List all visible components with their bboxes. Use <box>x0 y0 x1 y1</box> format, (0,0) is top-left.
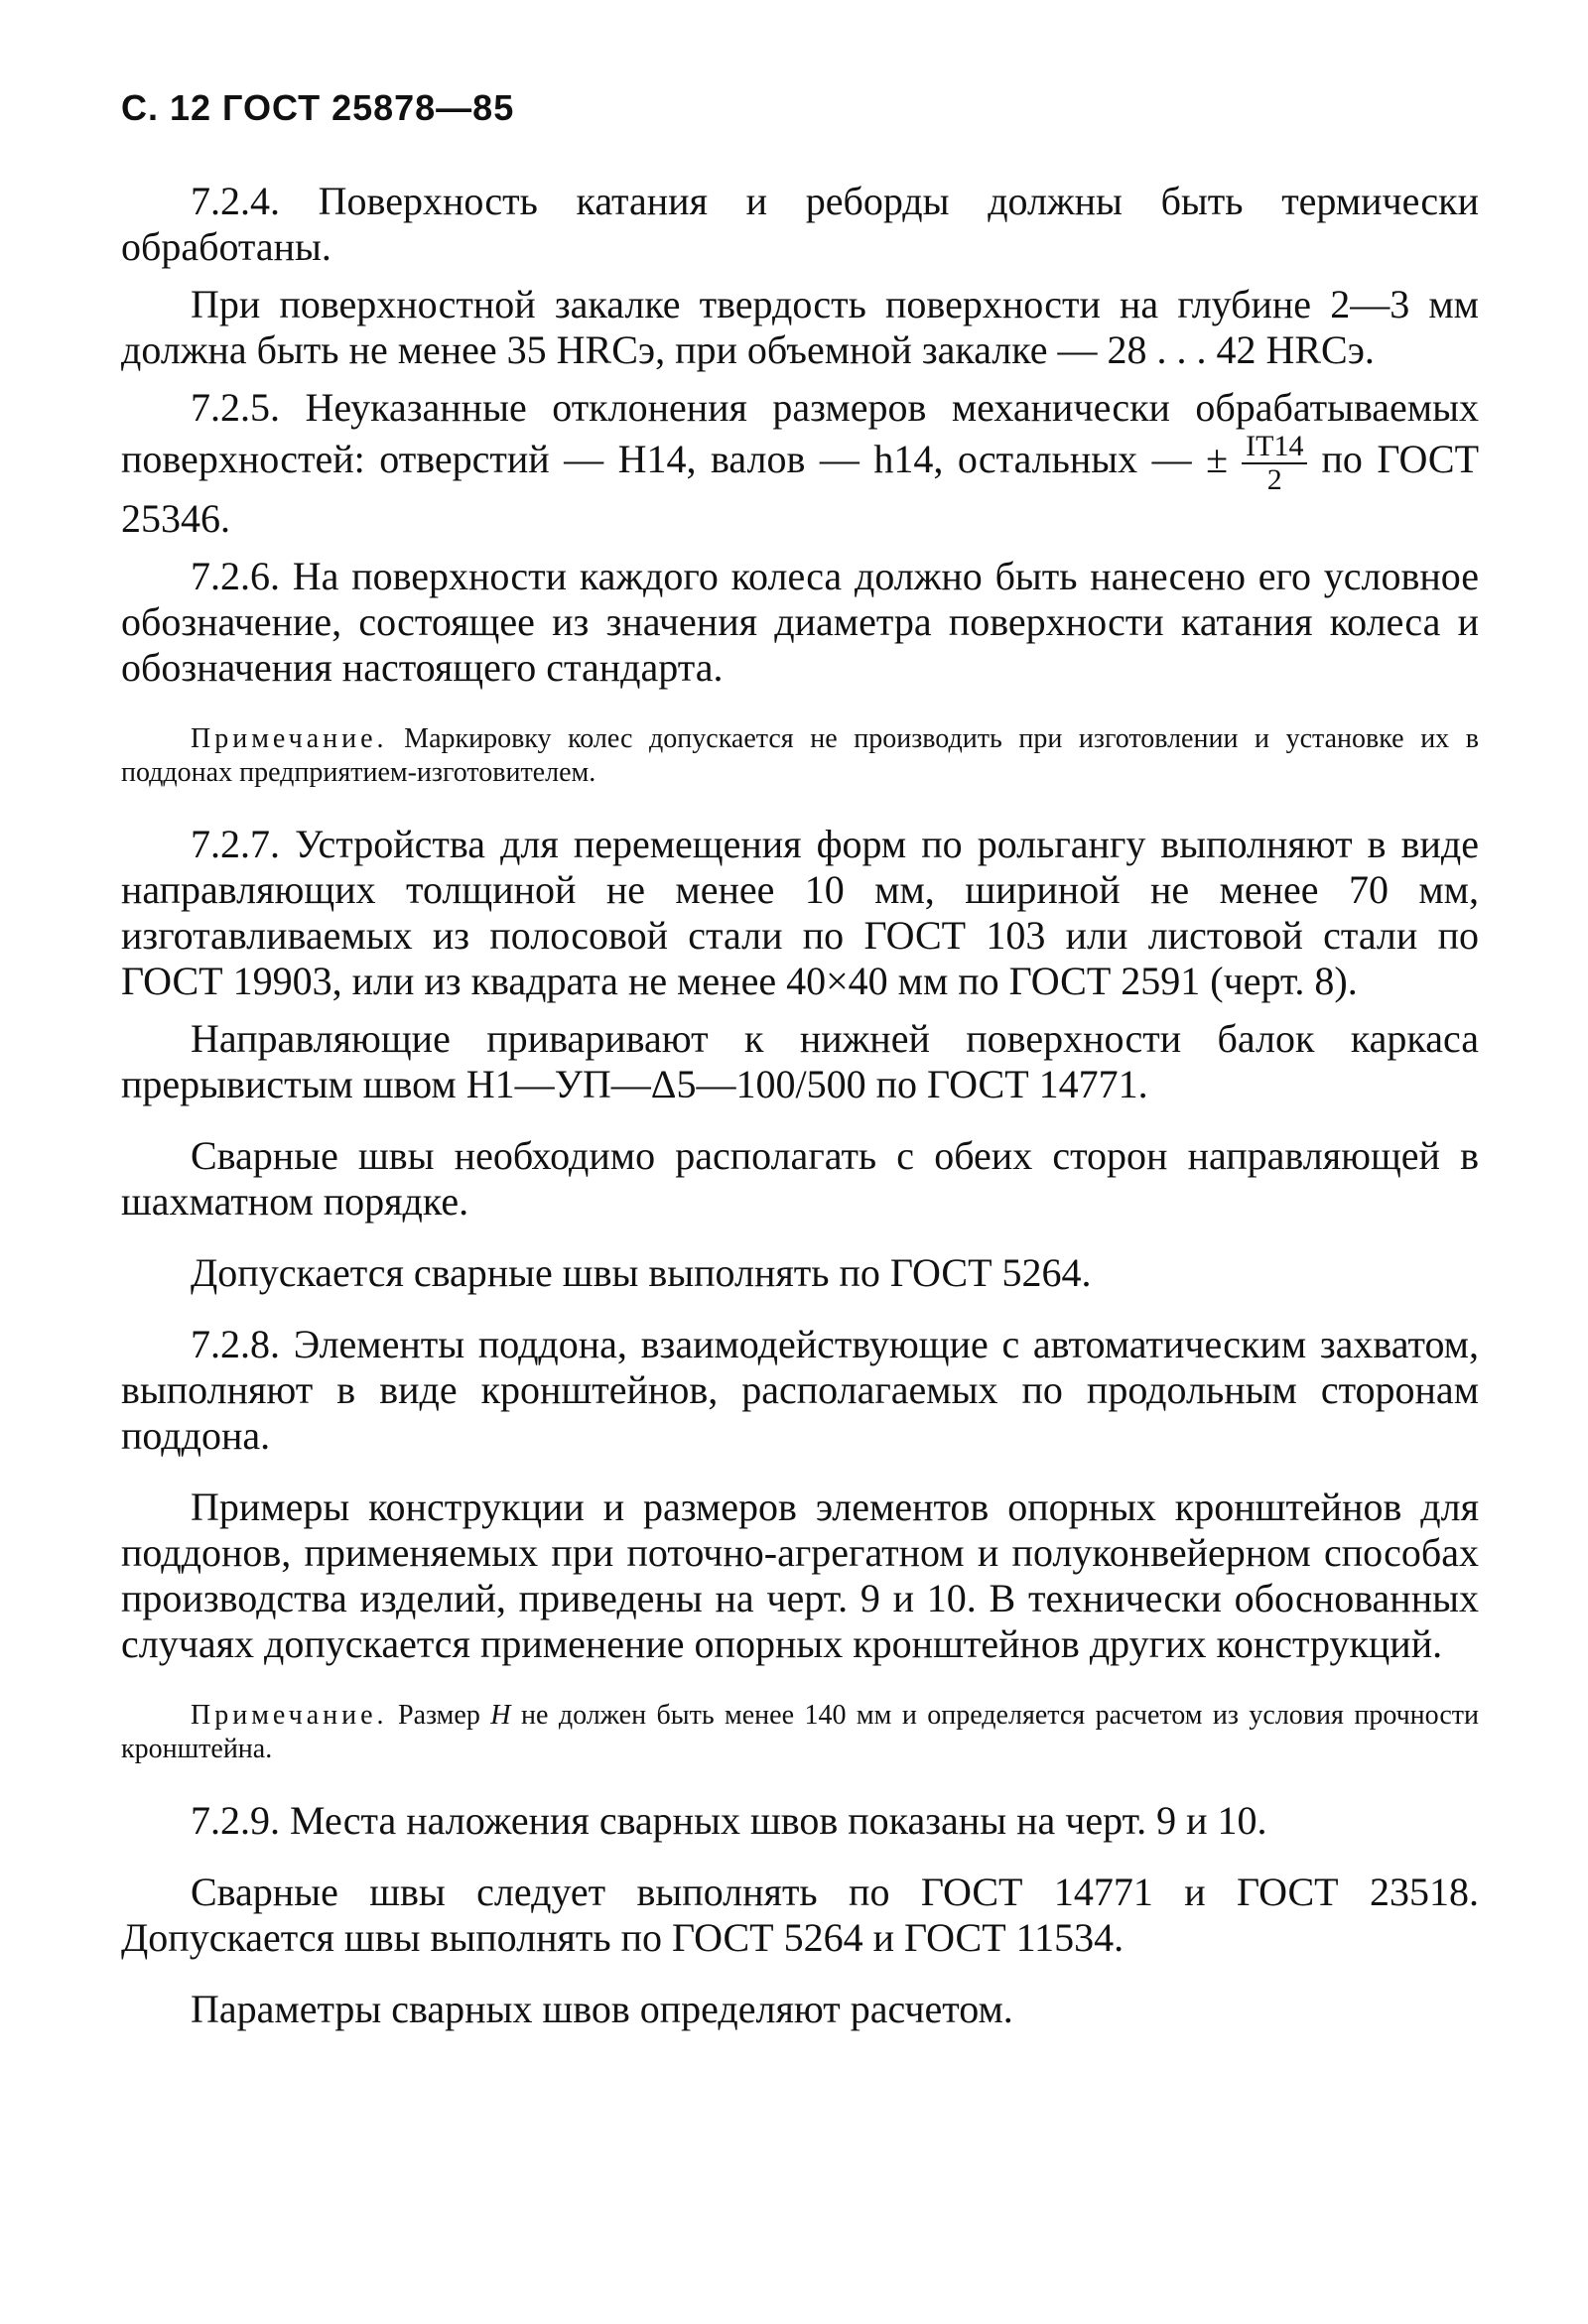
paragraph-7-2-4-hardness: При поверхностной закалке твердость поверхности на глубине 2—3 мм должна быть не менее 35 HRCэ, при объемной закалке — 28 . . . 42 HRCэ. <box>121 282 1479 372</box>
note-h-variable: H <box>490 1700 511 1731</box>
running-header: С. 12 ГОСТ 25878—85 <box>121 87 515 128</box>
note-dimension-h <box>121 1699 1479 1766</box>
fraction-denominator: 2 <box>1266 463 1282 496</box>
note-marking <box>121 722 1479 790</box>
paragraph-7-2-9: 7.2.9. Места наложения сварных швов показаны на черт. 9 и 10. <box>191 1798 1267 1843</box>
page-body <box>121 179 1479 2044</box>
note-label: Примечание. <box>191 1700 388 1731</box>
paragraph-7-2-9-standards: Сварные швы следует выполнять по ГОСТ 14771 и ГОСТ 23518. Допускается швы выполнять по ГОСТ 5264 и ГОСТ 11534. <box>121 1870 1479 1960</box>
note-h-pre: Размер <box>398 1700 480 1731</box>
paragraph-7-2-7: 7.2.7. Устройства для перемещения форм по рольгангу выполняют в виде направляющих толщиной не менее 10 мм, шириной не менее 70 мм, изготавливаемых из полосовой стали по ГОСТ 103 или листовой стали по ГОСТ 19903, или из квадрата не менее 40×40 мм по ГОСТ 2591 (черт. 8). <box>121 822 1479 1003</box>
note-marking-text: Маркировку колес допускается не производить при изготовлении и установке их в поддонах предприятием-изготовителем. <box>121 723 1480 788</box>
fraction-numerator: IT14 <box>1242 431 1307 464</box>
paragraph-7-2-4: 7.2.4. Поверхность катания и реборды должны быть термически обработаны. <box>121 179 1479 269</box>
paragraph-7-2-9-calculation: Параметры сварных швов определяют расчетом. <box>191 1987 1013 2031</box>
paragraph-7-2-7-welding: Направляющие приваривают к нижней поверхности балок каркаса прерывистым швом Н1—УП—Δ5—100/500 по ГОСТ 14771. <box>121 1016 1479 1106</box>
note-label: Примечание. <box>191 723 388 754</box>
tolerance-fraction <box>1242 431 1307 496</box>
paragraph-7-2-7-weld-standard: Допускается сварные швы выполнять по ГОСТ 5264. <box>191 1250 1092 1295</box>
paragraph-7-2-5-text: 7.2.5. Неуказанные отклонения размеров механически обрабатываемых поверхностей: отверстий — H14, валов — h14, остальных — ± <box>121 385 1479 482</box>
paragraph-7-2-5-standard: по ГОСТ 25346. <box>121 437 1479 541</box>
paragraph-7-2-8: 7.2.8. Элементы поддона, взаимодействующие с автоматическим захватом, выполняют в виде кронштейнов, располагаемых по продольным сторонам поддона. <box>121 1322 1479 1458</box>
paragraph-7-2-5 <box>121 385 1479 542</box>
paragraph-7-2-7-weld-placement: Сварные швы необходимо располагать с обеих сторон направляющей в шахматном порядке. <box>121 1133 1479 1224</box>
paragraph-7-2-8-examples: Примеры конструкции и размеров элементов опорных кронштейнов для поддонов, применяемых при поточно-агрегатном и полуконвейерном способах производства изделий, приведены на черт. 9 и 10. В технически обоснованных случаях допускается применение опорных кронштейнов других конструкций. <box>121 1485 1479 1666</box>
paragraph-7-2-6: 7.2.6. На поверхности каждого колеса должно быть нанесено его условное обозначение, состоящее из значения диаметра поверхности катания колеса и обозначения настоящего стандарта. <box>121 554 1479 690</box>
note-h-post: не должен быть менее 140 мм и определяется расчетом из условия прочности кронштейна. <box>121 1700 1480 1764</box>
